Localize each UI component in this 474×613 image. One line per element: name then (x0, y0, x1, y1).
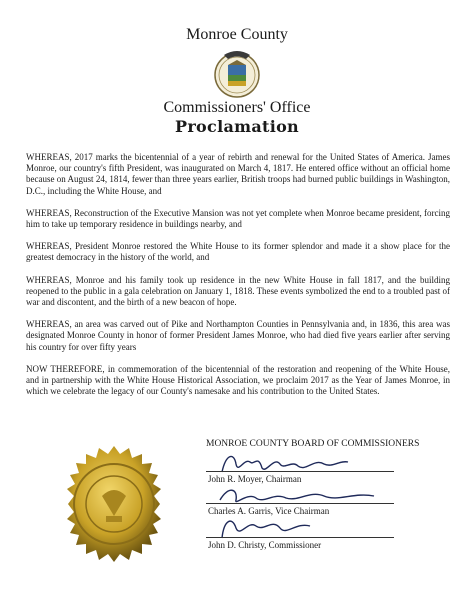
county-name: Monroe County (186, 26, 288, 43)
paragraph-6: NOW THEREFORE, in commemoration of the bicentennial of the restoration and reopening of the White House, and in partnership with the White House Historical Association, we proclaim 2017 as the Year of James Monroe, in which we celebrate the legacy of our County's namesake and his contribution to the United States. (26, 363, 450, 397)
signature-line-2 (206, 503, 394, 504)
signer-3-name: John D. Christy, Commissioner (208, 540, 322, 550)
document-title: Proclamation (175, 117, 299, 136)
board-heading: MONROE COUNTY BOARD OF COMMISSIONERS (206, 439, 420, 449)
signature-2-icon (214, 484, 394, 508)
paragraph-2: WHEREAS, Reconstruction of the Executive Mansion was not yet complete when Monroe became president, forcing him to take up temporary residence in buildings nearby, and (26, 207, 450, 230)
gold-embossed-seal-icon (54, 444, 174, 564)
signer-2-name: Charles A. Garris, Vice Chairman (208, 506, 330, 516)
paragraph-1: WHEREAS, 2017 marks the bicentennial of a year of rebirth and renewal for the United States of America. James Monroe, our country's fifth President, was inaugurated on March 4, 1817. He entered office without an official home because on August 24, 1814, fewer than three years earlier, British troops had burned public buildings in Washington, D.C., including the White House, and (26, 152, 450, 196)
proclamation-body (26, 152, 450, 408)
signature-line-1 (206, 471, 394, 472)
signature-line-3 (206, 537, 394, 538)
signer-1-name: John R. Moyer, Chairman (208, 474, 302, 484)
office-name: Commissioners' Office (163, 99, 311, 116)
paragraph-5: WHEREAS, an area was carved out of Pike and Northampton Counties in Pennsylvania and, in 1836, this area was designated Monroe County in honor of former President James Monroe, who had died five years earlier after serving his country for over fifty years (26, 319, 450, 352)
paragraph-4: WHEREAS, Monroe and his family took up residence in the new White House in fall 1817, and the building reopened to the public in a gala celebration on January 1, 1818. These events symbolized the end to a troubled past of war and discontent, and the birth of a new beacon of hope. (26, 274, 450, 308)
paragraph-3: WHEREAS, President Monroe restored the White House to its former splendor and made it a show place for the greatest democracy in the history of the world, and (26, 241, 450, 263)
county-seal-icon (204, 45, 270, 99)
